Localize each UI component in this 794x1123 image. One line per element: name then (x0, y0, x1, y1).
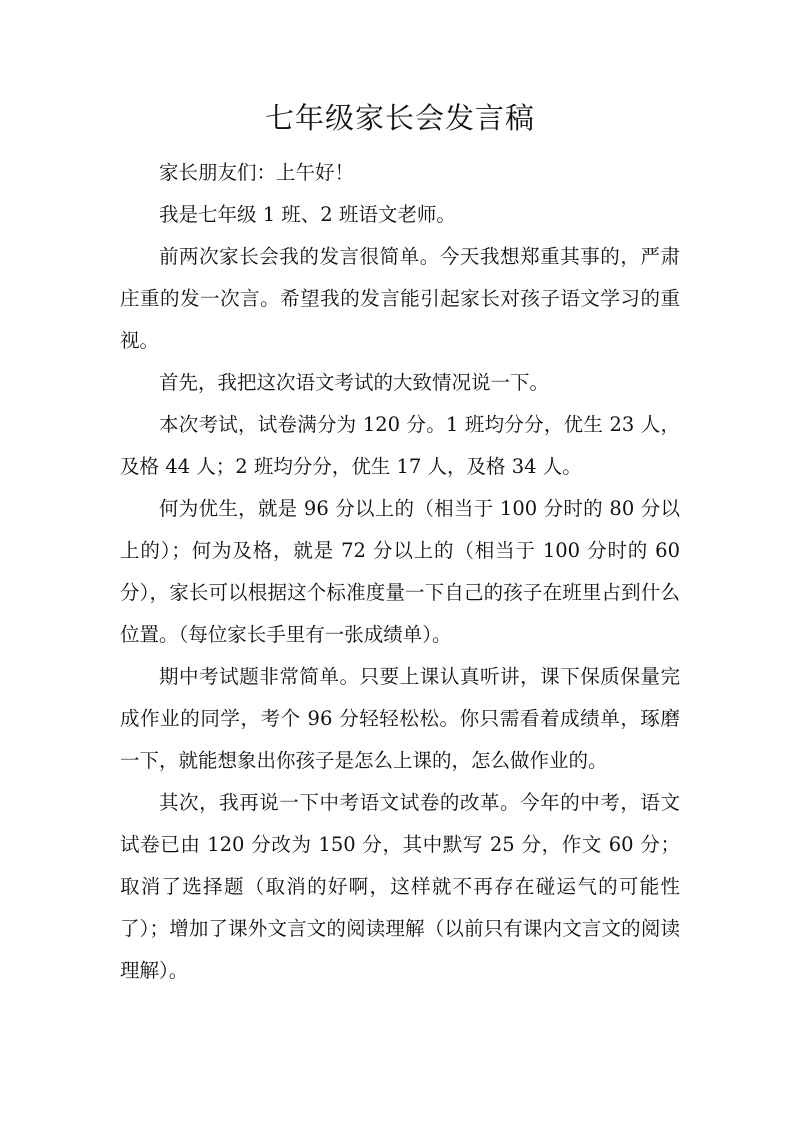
document-title: 七年级家长会发言稿 (264, 101, 535, 135)
paragraph-reform: 其次，我再说一下中考语文试卷的改革。今年的中考，语文试卷已由 120 分改为 150 分，其中默写 25 分，作文 60 分；取消了选择题（取消的好啊，这样就不再存在碰运气的可能性了）；增加了课外文言文的阅读理解（以前只有课内文言文的阅读理解）。 (120, 791, 680, 982)
paragraph-greeting: 家长朋友们：上午好！ (159, 161, 355, 184)
paragraph-self-intro: 我是七年级 1 班、2 班语文老师。 (159, 203, 456, 226)
paragraph-purpose: 前两次家长会我的发言很简单。今天我想郑重其事的，严肃庄重的发一次言。希望我的发言能引起家长对孩子语文学习的重视。 (120, 245, 680, 352)
paragraph-exam-overview: 首先，我把这次语文考试的大致情况说一下。 (159, 371, 550, 394)
paragraph-exam-results: 本次考试，试卷满分为 120 分。1 班均分分，优生 23 人，及格 44 人；2 班均分分，优生 17 人，及格 34 人。 (120, 413, 680, 478)
document-page (120, 96, 680, 992)
paragraph-standards: 何为优生，就是 96 分以上的（相当于 100 分时的 80 分以上的）；何为及格，就是 72 分以上的（相当于 100 分时的 60 分），家长可以根据这个标准度量一下自己的孩子在班里占到什么位置。（每位家长手里有一张成绩单）。 (120, 497, 680, 646)
paragraph-midterm: 期中考试题非常简单。只要上课认真听讲，课下保质保量完成作业的同学，考个 96 分轻轻松松。你只需看着成绩单，琢磨一下，就能想象出你孩子是怎么上课的，怎么做作业的。 (120, 665, 680, 772)
